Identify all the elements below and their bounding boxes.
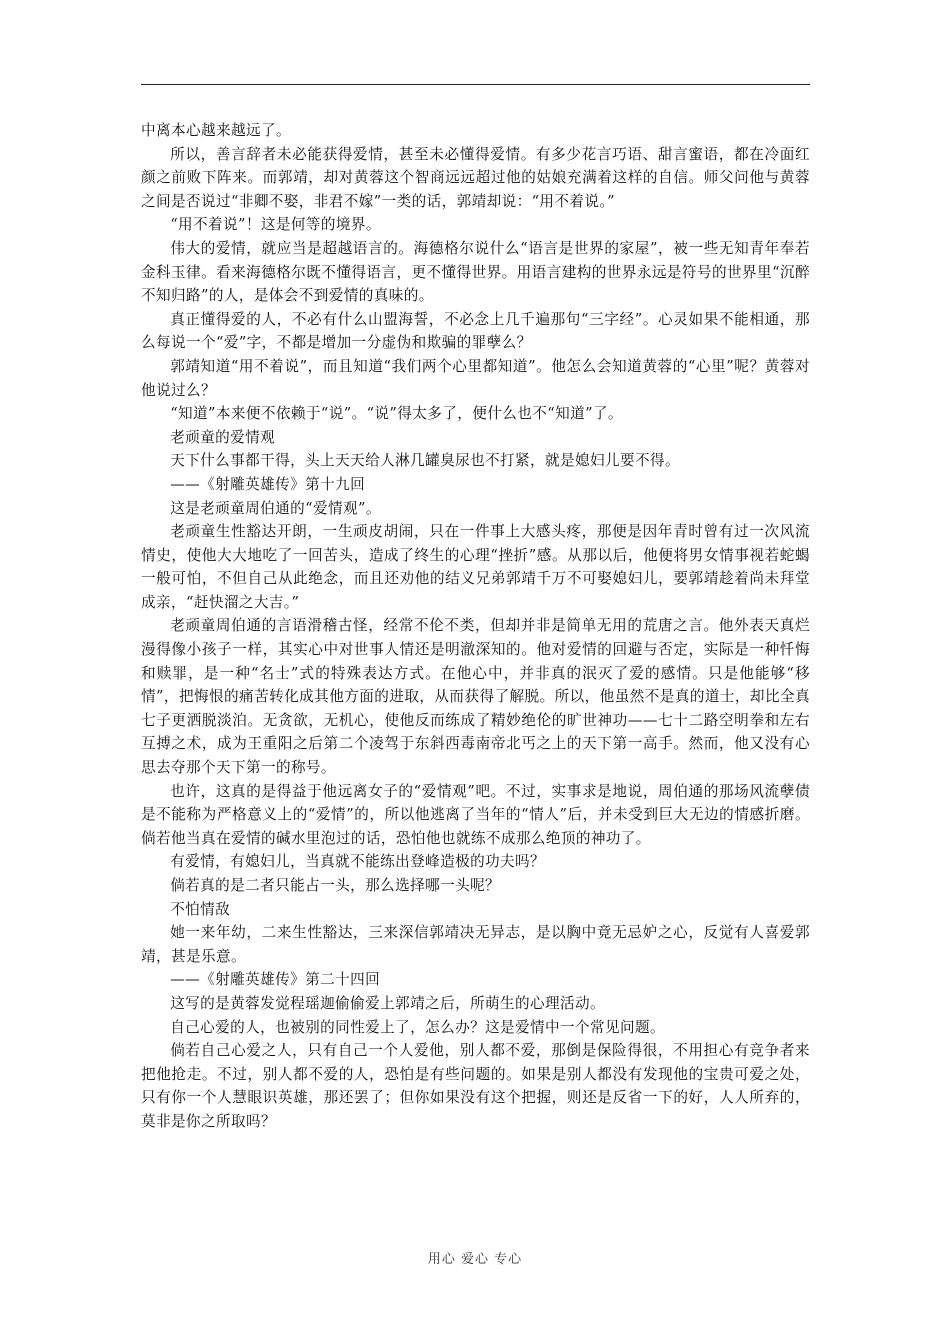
paragraph: 真正懂得爱的人，不必有什么山盟海誓，不必念上几千遍那句“三字经”。心灵如果不能相通，那么每说一个“爱”字，不都是增加一分虚伪和欺骗的罪孽么？ (141, 310, 810, 352)
paragraph: 老顽童生性豁达开朗，一生顽皮胡闹，只在一件事上大感头疼，那便是因年青时曾有过一次风流情史，使他大大地吃了一回苦头，造成了终生的心理“挫折”感。从那以后，他便将男女情事视若蛇蝎一般可怕，不但自己从此绝念，而且还劝他的结义兄弟郭靖千万不可娶媳妇儿，要郭靖趁着尚未拜堂成亲，“赶快溜之大吉。” (141, 523, 810, 611)
paragraph: 也许，这真的是得益于他远离女子的“爱情观”吧。不过，实事求是地说，周伯通的那场风流孽债是不能称为严格意义上的“爱情”的，所以他逃离了当年的“情人”后，并未受到巨大无边的情感折磨。倘若他当真在爱情的碱水里泡过的话，恐怕他也就练不成那么绝顶的神功了。 (141, 782, 810, 847)
paragraph: “用不着说”！这是何等的境界。 (170, 216, 381, 234)
quotation: 天下什么事都干得，头上天天给人淋几罐臭尿也不打紧，就是媳妇儿要不得。 (170, 452, 680, 470)
paragraph: 郭靖知道“用不着说”，而且知道“我们两个心里都知道”。他怎么会知道黄蓉的“心里”呢？黄蓉对他说过么？ (141, 357, 810, 399)
paragraph: 这写的是黄蓉发觉程瑶迦偷偷爱上郭靖之后，所萌生的心理活动。 (170, 994, 606, 1012)
paragraph: 自己心爱的人，也被别的同性爱上了，怎么办？这是爱情中一个常见问题。 (170, 1018, 665, 1036)
citation: ——《射雕英雄传》第二十四回 (170, 971, 381, 989)
paragraph: 老顽童周伯通的言语滑稽古怪，经常不伦不类，但却并非是简单无用的荒唐之言。他外表天真烂漫得像小孩子一样，其实心中对世事人情还是明澈深知的。他对爱情的回避与否定，实际是一种忏悔和赎罪，是一种“名士”式的特殊表达方式。在他心中，并非真的泯灭了爱的感情。只是他能够“移情”，把悔恨的痛苦转化成其他方面的进取，从而获得了解脱。所以，他虽然不是真的道士，却比全真七子更洒脱淡泊。无贪欲，无机心，使他反而练成了精妙绝伦的旷世神功——七十二路空明拳和左右互搏之术，成为王重阳之后第二个凌驾于东斜西毒南帝北丐之上的天下第一高手。然而，他又没有心思去夺那个天下第一的称号。 (141, 617, 810, 777)
paragraph: 这是老顽童周伯通的“爱情观”。 (170, 499, 381, 517)
paragraph: 有爱情，有媳妇儿，当真就不能练出登峰造极的功夫吗？ (170, 853, 546, 871)
section-heading: 老顽童的爱情观 (170, 428, 276, 446)
paragraph: 倘若自己心爱之人，只有自己一个人爱他，别人都不爱，那倒是保险得很，不用担心有竞争者来把他抢走。不过，别人都不爱的人，恐怕是有些问题的。如果是别人都没有发现他的宝贵可爱之处，只有你一个人慧眼识英雄，那还罢了；但你如果没有这个把握，则还是反省一下的好，人人所弃的，莫非是你之所取吗？ (141, 1042, 810, 1130)
paragraph: “知道”本来便不依赖于“说”。“说”得太多了，便什么也不“知道”了。 (170, 405, 623, 423)
paragraph: 所以，善言辞者未必能获得爱情，甚至未必懂得爱情。有多少花言巧语、甜言蜜语，都在冷面红颜之前败下阵来。而郭靖，却对黄蓉这个智商远远超过他的姑娘充满着这样的自信。师父问他与黄蓉之间是否说过“非卿不娶，非君不嫁”一类的话，郭靖却说：“用不着说。” (141, 145, 810, 210)
section-heading: 不怕情敌 (170, 900, 231, 918)
page-footer: 用心 爱心 专心 (427, 1252, 523, 1267)
citation: ——《射雕英雄传》第十九回 (170, 475, 366, 493)
document-body (141, 119, 810, 1134)
header-rule (141, 84, 810, 85)
paragraph: 伟大的爱情，就应当是超越语言的。海德格尔说什么“语言是世界的家屋”，被一些无知青年奉若金科玉律。看来海德格尔既不懂得语言，更不懂得世界。用语言建构的世界永远是符号的世界里“沉醉不知归路”的人，是体会不到爱情的真味的。 (141, 239, 810, 305)
paragraph: 中离本心越来越远了。 (141, 122, 291, 139)
paragraph: 倘若真的是二者只能占一头，那么选择哪一头呢？ (170, 877, 501, 894)
quotation: 她一来年幼，二来生性豁达，三来深信郭靖决无异志，是以胸中竟无忌妒之心，反觉有人喜爱郭靖，甚是乐意。 (141, 924, 810, 965)
